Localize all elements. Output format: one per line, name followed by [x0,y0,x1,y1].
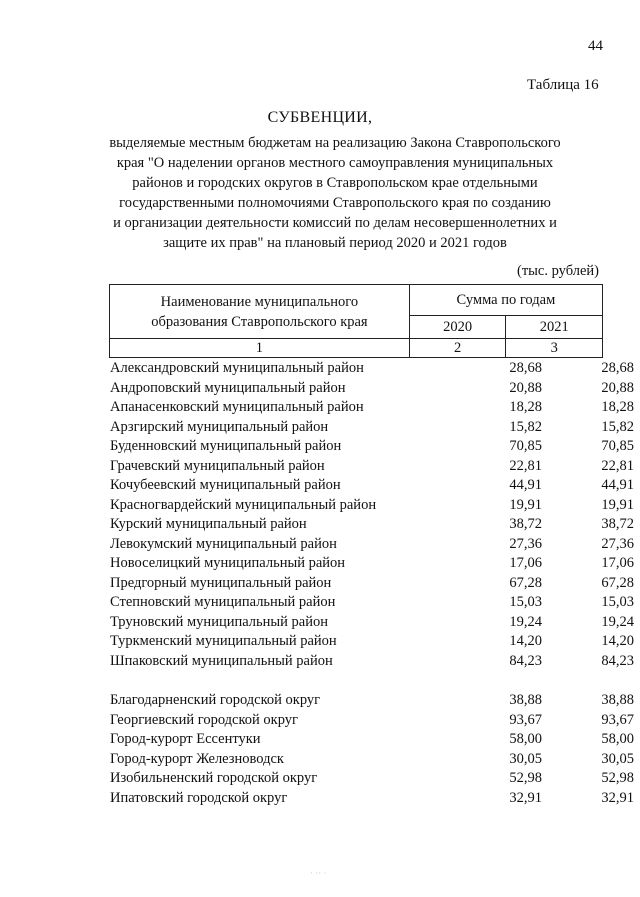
value-2021: 38,88 [601,692,634,708]
table-row [110,613,634,633]
municipality-name: Город-курорт Ессентуки [110,731,261,747]
value-2020: 27,36 [509,535,542,552]
municipality-name: Георгиевский городской округ [110,711,298,728]
subtitle-line-1: выделяемые местным бюджетам на реализацию Закона Ставропольского [109,135,561,151]
value-2021: 84,23 [601,652,634,669]
table-row [110,437,634,457]
value-2020: 19,91 [509,496,542,513]
value-2021: 15,82 [601,418,634,435]
subtitle-line-5: и организации деятельности комиссий по делам несовершеннолетних и [113,215,557,231]
municipality-name: Город-курорт Железноводск [110,750,284,767]
table-row [110,554,634,574]
municipality-name: Труновский муниципальный район [110,613,328,630]
value-2021: 93,67 [601,711,634,728]
value-2021: 27,36 [601,535,634,552]
table-row [110,652,634,672]
table-row [110,730,634,750]
table-row [110,476,634,496]
municipality-name: Грачевский муниципальный район [110,457,325,474]
value-2020: 70,85 [509,438,542,454]
scan-artifact: · ·· · [310,868,327,878]
header-sum-by-years: Сумма по годам [409,285,602,316]
subtitle-line-2: края "О наделении органов местного самоуправления муниципальных [116,155,554,171]
table-row [110,418,634,438]
value-2020: 17,06 [509,555,542,571]
col-number-3: 3 [506,339,603,358]
municipality-name: Левокумский муниципальный район [110,535,337,552]
units-label: (тыс. рублей) [517,263,599,279]
value-2021: 58,00 [601,731,634,747]
value-2021: 67,28 [601,574,634,591]
municipality-name: Красногвардейский муниципальный район [110,496,377,513]
table-row [110,359,634,379]
municipality-name: Благодарненский городской округ [110,692,321,708]
value-2020: 58,00 [509,731,542,747]
table-row [110,711,634,731]
municipality-name: Шпаковский муниципальный район [110,652,333,669]
subtitle-line-4: государственными полномочиями Ставропольского края по созданию [119,195,551,211]
table-label: Таблица 16 [527,77,599,93]
municipality-name: Апанасенковский муниципальный район [110,399,364,415]
value-2020: 28,68 [509,360,542,376]
value-2020: 18,28 [509,399,542,415]
value-2020: 38,88 [509,692,542,708]
value-2020: 20,88 [509,379,542,396]
data-table [110,359,634,808]
table-row [110,574,634,594]
municipality-name: Туркменский муниципальный район [110,633,337,649]
value-2020: 15,82 [509,418,542,435]
table-row [110,457,634,477]
header-municipality-line-2: образования Ставропольского края [151,313,368,330]
table-row [110,398,634,418]
value-2020: 30,05 [509,750,542,767]
municipality-name: Степновский муниципальный район [110,594,336,610]
value-2021: 44,91 [601,477,634,493]
value-2021: 52,98 [601,770,634,786]
value-2021: 15,03 [601,594,634,610]
municipality-name: Александровский муниципальный район [110,360,364,376]
table-row [110,515,634,535]
value-2020: 19,24 [509,613,542,630]
value-2021: 32,91 [601,789,634,806]
header-municipality [110,285,410,339]
value-2020: 22,81 [509,457,542,474]
municipality-name: Предгорный муниципальный район [110,574,332,591]
table-row [110,789,634,809]
subtitle-line-3: районов и городских округов в Ставропольском крае отдельными [132,175,538,191]
municipality-name: Арзгирский муниципальный район [110,418,329,435]
value-2021: 22,81 [601,457,634,474]
group-spacer [110,671,634,691]
value-2021: 14,20 [601,633,634,649]
table-row [110,496,634,516]
page-number: 44 [588,38,603,54]
value-2021: 19,91 [601,496,634,513]
municipality-name: Изобильненский городской округ [110,770,318,786]
value-2021: 28,68 [601,360,634,376]
value-2021: 18,28 [601,399,634,415]
value-2020: 14,20 [509,633,542,649]
value-2021: 38,72 [601,516,634,532]
col-number-2: 2 [409,339,506,358]
table-row [110,593,634,613]
value-2020: 93,67 [509,711,542,728]
value-2021: 19,24 [601,613,634,630]
value-2021: 20,88 [601,379,634,396]
header-municipality-line-1: Наименование муниципального [160,293,359,310]
value-2020: 67,28 [509,574,542,591]
value-2020: 38,72 [509,516,542,532]
municipality-name: Буденновский муниципальный район [110,438,342,454]
header-year-2021: 2021 [506,316,603,339]
municipality-name: Курский муниципальный район [110,516,307,532]
municipality-name: Ипатовский городской округ [110,789,288,806]
table-row [110,769,634,789]
header-year-2020: 2020 [409,316,506,339]
table-row [110,691,634,711]
table-row [110,750,634,770]
table-row [110,535,634,555]
municipality-name: Кочубеевский муниципальный район [110,477,341,493]
table-header [109,284,603,358]
value-2020: 15,03 [509,594,542,610]
subtitle-line-6: защите их прав" на плановый период 2020 и 2021 годов [163,235,507,251]
value-2021: 17,06 [601,555,634,571]
value-2021: 30,05 [601,750,634,767]
col-number-1: 1 [110,339,410,358]
value-2020: 44,91 [509,477,542,493]
value-2020: 32,91 [509,789,542,806]
value-2020: 84,23 [509,652,542,669]
municipality-name: Новоселицкий муниципальный район [110,555,346,571]
value-2020: 52,98 [509,770,542,786]
table-row [110,379,634,399]
municipality-name: Андроповский муниципальный район [110,379,346,396]
value-2021: 70,85 [601,438,634,454]
document-title: СУБВЕНЦИИ, [267,109,373,126]
table-row [110,632,634,652]
